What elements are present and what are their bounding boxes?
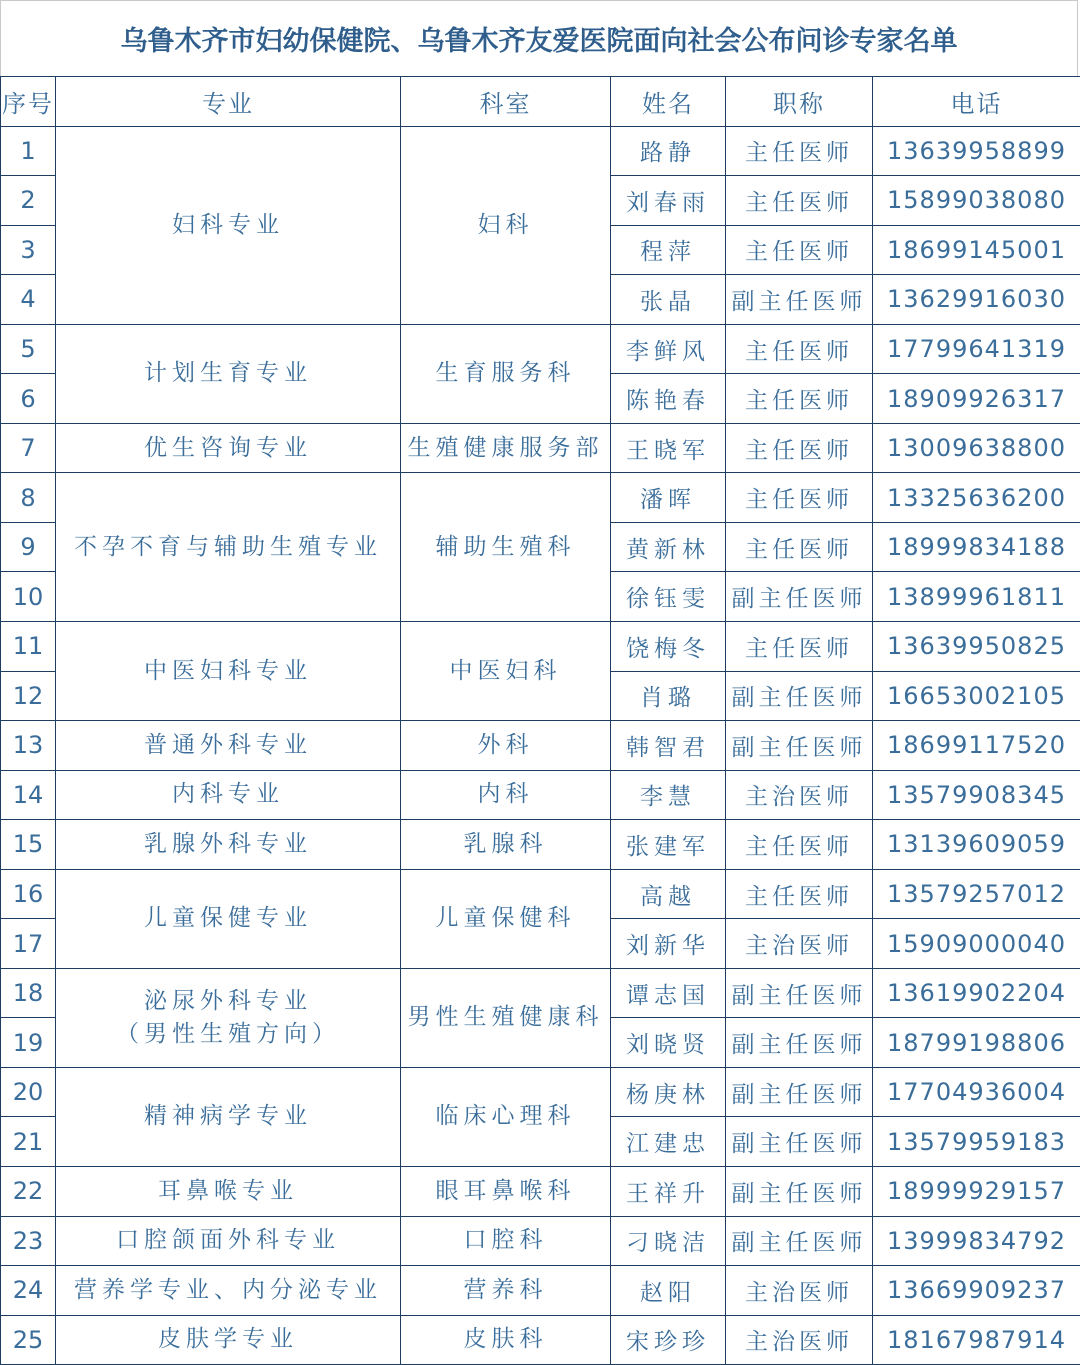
doctor-name: 王祥升 (611, 1167, 726, 1217)
department-cell: 口腔科 (401, 1216, 611, 1266)
doctor-title: 主治医师 (726, 1315, 873, 1365)
doctor-phone: 13619902204 (873, 968, 1080, 1018)
doctor-name: 潘晖 (611, 473, 726, 523)
doctor-title: 主任医师 (726, 820, 873, 870)
doctor-phone: 15909000040 (873, 919, 1080, 969)
row-number: 4 (1, 275, 56, 325)
doctor-name: 饶梅冬 (611, 622, 726, 672)
row-number: 14 (1, 770, 56, 820)
doctor-phone: 18167987914 (873, 1315, 1080, 1365)
doctor-phone: 18699117520 (873, 721, 1080, 771)
doctor-phone: 13669909237 (873, 1266, 1080, 1316)
doctor-name: 徐钰雯 (611, 572, 726, 622)
row-number: 23 (1, 1216, 56, 1266)
department-cell: 乳腺科 (401, 820, 611, 870)
specialty-cell: 口腔颌面外科专业 (56, 1216, 401, 1266)
doctor-name: 陈艳春 (611, 374, 726, 424)
row-number: 2 (1, 176, 56, 226)
row-number: 6 (1, 374, 56, 424)
row-number: 13 (1, 721, 56, 771)
doctor-title: 主任医师 (726, 522, 873, 572)
doctor-phone: 13639958899 (873, 126, 1080, 176)
doctor-phone: 13325636200 (873, 473, 1080, 523)
doctor-phone: 17704936004 (873, 1067, 1080, 1117)
doctor-phone: 18799198806 (873, 1018, 1080, 1068)
row-number: 19 (1, 1018, 56, 1068)
doctor-name: 李慧 (611, 770, 726, 820)
header-name: 姓名 (611, 77, 726, 127)
doctor-phone: 13139609059 (873, 820, 1080, 870)
header-phone: 电话 (873, 77, 1080, 127)
row-number: 25 (1, 1315, 56, 1365)
doctor-title: 主任医师 (726, 225, 873, 275)
specialty-cell: 营养学专业、内分泌专业 (56, 1266, 401, 1316)
row-number: 1 (1, 126, 56, 176)
doctor-title: 副主任医师 (726, 1018, 873, 1068)
doctor-name: 黄新林 (611, 522, 726, 572)
doctor-phone: 16653002105 (873, 671, 1080, 721)
doctor-name: 刘春雨 (611, 176, 726, 226)
specialty-cell: 泌尿外科专业 （男性生殖方向） (56, 968, 401, 1067)
department-cell: 妇科 (401, 126, 611, 324)
row-number: 9 (1, 522, 56, 572)
table-row (1, 869, 1080, 919)
doctor-title: 副主任医师 (726, 968, 873, 1018)
department-cell: 辅助生殖科 (401, 473, 611, 622)
doctor-name: 赵阳 (611, 1266, 726, 1316)
specialty-cell: 内科专业 (56, 770, 401, 820)
doctor-title: 主任医师 (726, 374, 873, 424)
department-cell: 皮肤科 (401, 1315, 611, 1365)
specialty-cell: 计划生育专业 (56, 324, 401, 423)
table-row (1, 126, 1080, 176)
specialty-cell: 精神病学专业 (56, 1067, 401, 1166)
row-number: 10 (1, 572, 56, 622)
doctor-phone: 13579959183 (873, 1117, 1080, 1167)
department-cell: 营养科 (401, 1266, 611, 1316)
doctor-title: 副主任医师 (726, 275, 873, 325)
doctor-title: 主治医师 (726, 1266, 873, 1316)
table-row (1, 721, 1080, 771)
doctor-phone: 18999929157 (873, 1167, 1080, 1217)
row-number: 17 (1, 919, 56, 969)
doctor-name: 王晓军 (611, 423, 726, 473)
table-row (1, 324, 1080, 374)
doctor-name: 谭志国 (611, 968, 726, 1018)
row-number: 15 (1, 820, 56, 870)
doctor-phone: 17799641319 (873, 324, 1080, 374)
specialty-cell: 不孕不育与辅助生殖专业 (56, 473, 401, 622)
table-row (1, 1315, 1080, 1365)
row-number: 11 (1, 622, 56, 672)
doctor-name: 韩智君 (611, 721, 726, 771)
doctor-phone: 18699145001 (873, 225, 1080, 275)
specialty-cell: 耳鼻喉专业 (56, 1167, 401, 1217)
doctor-title: 主任医师 (726, 473, 873, 523)
header-department: 科室 (401, 77, 611, 127)
doctor-title: 副主任医师 (726, 1067, 873, 1117)
table-row (1, 1067, 1080, 1117)
title-bar (0, 0, 1078, 76)
department-cell: 男性生殖健康科 (401, 968, 611, 1067)
expert-table (0, 76, 1080, 1365)
row-number: 16 (1, 869, 56, 919)
table-body (1, 126, 1080, 1365)
table-row (1, 1216, 1080, 1266)
doctor-name: 杨庚林 (611, 1067, 726, 1117)
doctor-name: 高越 (611, 869, 726, 919)
specialty-cell: 中医妇科专业 (56, 622, 401, 721)
row-number: 12 (1, 671, 56, 721)
doctor-title: 主任医师 (726, 622, 873, 672)
row-number: 22 (1, 1167, 56, 1217)
doctor-name: 路静 (611, 126, 726, 176)
header-title: 职称 (726, 77, 873, 127)
doctor-title: 副主任医师 (726, 1216, 873, 1266)
page-title: 乌鲁木齐市妇幼保健院、乌鲁木齐友爱医院面向社会公布问诊专家名单 (121, 19, 958, 58)
doctor-title: 主任医师 (726, 869, 873, 919)
specialty-cell: 普通外科专业 (56, 721, 401, 771)
doctor-phone: 13639950825 (873, 622, 1080, 672)
doctor-name: 宋珍珍 (611, 1315, 726, 1365)
doctor-title: 主任医师 (726, 176, 873, 226)
department-cell: 儿童保健科 (401, 869, 611, 968)
doctor-name: 张建军 (611, 820, 726, 870)
doctor-phone: 13999834792 (873, 1216, 1080, 1266)
header-specialty: 专业 (56, 77, 401, 127)
doctor-phone: 13899961811 (873, 572, 1080, 622)
doctor-phone: 13579908345 (873, 770, 1080, 820)
doctor-phone: 13009638800 (873, 423, 1080, 473)
row-number: 5 (1, 324, 56, 374)
row-number: 3 (1, 225, 56, 275)
doctor-phone: 13629916030 (873, 275, 1080, 325)
table-row (1, 473, 1080, 523)
doctor-phone: 18999834188 (873, 522, 1080, 572)
doctor-title: 副主任医师 (726, 721, 873, 771)
department-cell: 生殖健康服务部 (401, 423, 611, 473)
doctor-title: 主治医师 (726, 770, 873, 820)
department-cell: 眼耳鼻喉科 (401, 1167, 611, 1217)
doctor-title: 副主任医师 (726, 1167, 873, 1217)
row-number: 20 (1, 1067, 56, 1117)
specialty-cell: 儿童保健专业 (56, 869, 401, 968)
doctor-name: 江建忠 (611, 1117, 726, 1167)
doctor-name: 张晶 (611, 275, 726, 325)
doctor-name: 程萍 (611, 225, 726, 275)
header-row (1, 77, 1080, 127)
doctor-name: 肖璐 (611, 671, 726, 721)
doctor-name: 刘晓贤 (611, 1018, 726, 1068)
row-number: 7 (1, 423, 56, 473)
row-number: 21 (1, 1117, 56, 1167)
specialty-cell: 皮肤学专业 (56, 1315, 401, 1365)
doctor-title: 主任医师 (726, 324, 873, 374)
table-row (1, 1167, 1080, 1217)
department-cell: 中医妇科 (401, 622, 611, 721)
department-cell: 外科 (401, 721, 611, 771)
specialty-cell: 妇科专业 (56, 126, 401, 324)
doctor-name: 李鲜风 (611, 324, 726, 374)
header-number: 序号 (1, 77, 56, 127)
doctor-title: 副主任医师 (726, 1117, 873, 1167)
row-number: 24 (1, 1266, 56, 1316)
row-number: 18 (1, 968, 56, 1018)
doctor-title: 主任医师 (726, 423, 873, 473)
specialty-cell: 优生咨询专业 (56, 423, 401, 473)
department-cell: 生育服务科 (401, 324, 611, 423)
doctor-phone: 18909926317 (873, 374, 1080, 424)
doctor-title: 主治医师 (726, 919, 873, 969)
doctor-phone: 13579257012 (873, 869, 1080, 919)
department-cell: 内科 (401, 770, 611, 820)
doctor-name: 刁晓洁 (611, 1216, 726, 1266)
doctor-title: 副主任医师 (726, 671, 873, 721)
doctor-title: 副主任医师 (726, 572, 873, 622)
department-cell: 临床心理科 (401, 1067, 611, 1166)
table-row (1, 770, 1080, 820)
row-number: 8 (1, 473, 56, 523)
doctor-name: 刘新华 (611, 919, 726, 969)
table-row (1, 820, 1080, 870)
doctor-title: 主任医师 (726, 126, 873, 176)
specialty-cell: 乳腺外科专业 (56, 820, 401, 870)
table-row (1, 1266, 1080, 1316)
table-row (1, 423, 1080, 473)
table-row (1, 968, 1080, 1018)
table-row (1, 622, 1080, 672)
doctor-phone: 15899038080 (873, 176, 1080, 226)
